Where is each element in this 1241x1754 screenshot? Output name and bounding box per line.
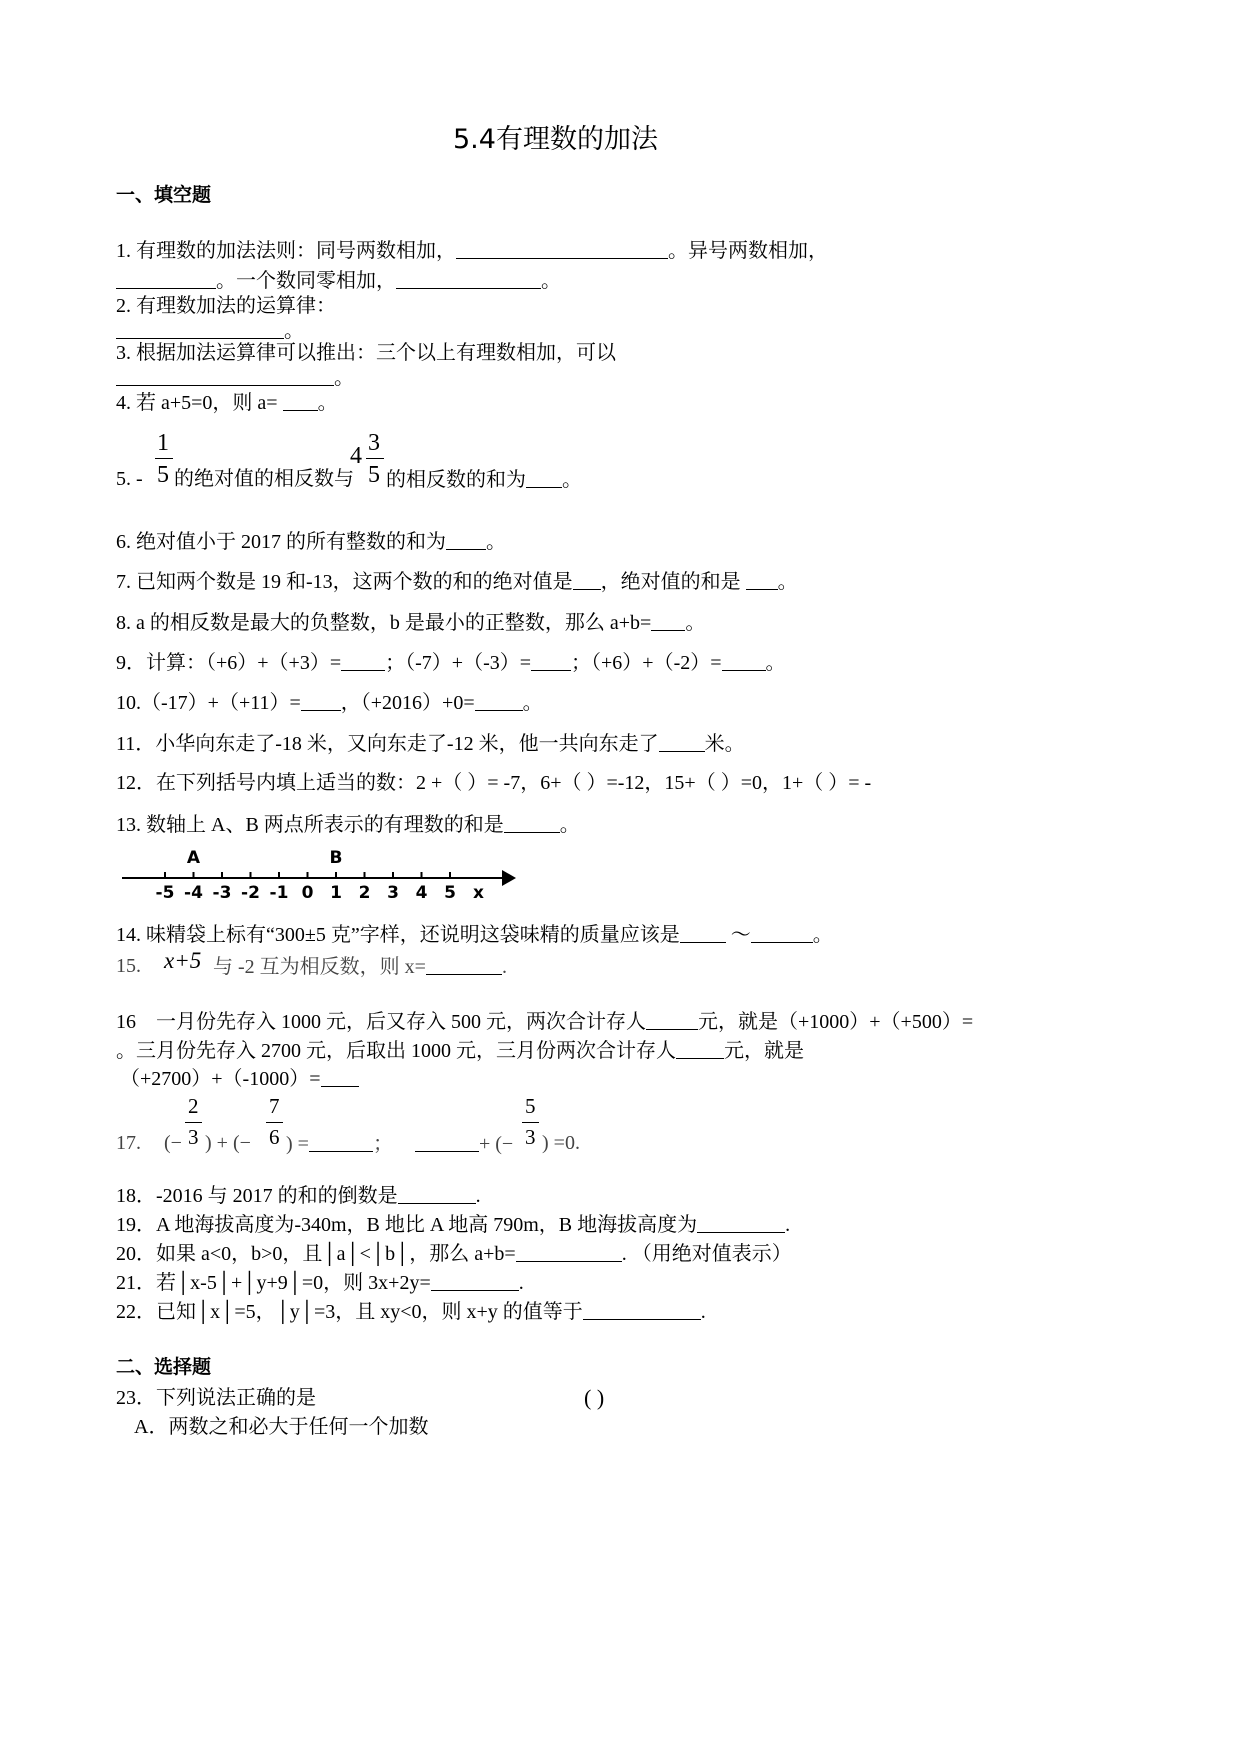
section-heading-multiple-choice: 二、选择题 <box>116 1356 212 1378</box>
fraction-1-bar <box>155 458 173 459</box>
question-1: 1. 有理数的加法法则：同号两数相加， 。异号两数相加， <box>116 240 828 262</box>
question-17-open-1: (− <box>164 1132 182 1154</box>
question-22: 22．已知│x│=5，│y│=3，且 xy<0，则 x+y 的值等于 . <box>116 1301 706 1323</box>
question-16-cont: 。三月份先存入 2700 元，后取出 1000 元，三月份两次合计存人 元，就是 <box>116 1040 804 1062</box>
q17-fraction-3-numerator: 5 <box>525 1094 536 1118</box>
question-20: 20．如果 a<0，b>0，且│a│<│b│，那么 a+b= . （用绝对值表示） <box>116 1243 792 1265</box>
q17-fraction-1-numerator: 2 <box>188 1094 199 1118</box>
number-line-tick-label: 5 <box>444 883 456 902</box>
q17-fraction-1-denominator: 3 <box>188 1125 199 1149</box>
answer-blank[interactable] <box>573 571 601 590</box>
question-3-cont: 。 <box>116 367 354 388</box>
question-10: 10.（-17）+（+11）= ，（+2016）+0= 。 <box>116 692 543 714</box>
answer-blank[interactable] <box>309 1133 373 1152</box>
answer-blank[interactable] <box>396 270 541 289</box>
number-line-tick-label: 0 <box>301 883 314 902</box>
fraction-2-denominator: 5 <box>368 462 380 488</box>
answer-blank[interactable] <box>697 1214 785 1233</box>
question-13: 13. 数轴上 A、B 两点所表示的有理数的和是 。 <box>116 814 580 836</box>
answer-blank[interactable] <box>398 1185 476 1204</box>
number-line-arrow <box>502 870 516 886</box>
answer-blank[interactable] <box>646 1011 698 1030</box>
answer-blank[interactable] <box>531 652 571 671</box>
answer-blank[interactable] <box>722 652 766 671</box>
answer-blank[interactable] <box>504 814 560 833</box>
answer-blank[interactable] <box>415 1133 479 1152</box>
section-heading-fill-in: 一、填空题 <box>116 184 212 206</box>
answer-blank[interactable] <box>516 1243 622 1262</box>
answer-blank[interactable] <box>659 733 705 752</box>
question-8: 8. a 的相反数是最大的负整数，b 是最小的正整数，那么 a+b= 。 <box>116 612 706 634</box>
fraction-2-numerator: 3 <box>368 430 380 456</box>
question-7: 7. 已知两个数是 19 和-13，这两个数的和的绝对值是 ，绝对值的和是 。 <box>116 571 798 593</box>
number-line-tick-label: 4 <box>415 883 428 902</box>
answer-blank[interactable] <box>446 531 486 550</box>
question-15-expression: x+5 <box>164 948 202 973</box>
question-21: 21．若│x-5│+│y+9│=0，则 3x+2y= . <box>116 1272 524 1294</box>
question-14: 14. 味精袋上标有“300±5 克”字样，还说明这袋味精的质量应该是 ～ 。 <box>116 924 833 946</box>
question-9: 9．计算：（+6）+（+3）= ；（-7）+（-3）= ；（+6）+（-2）= 。 <box>116 652 786 674</box>
question-11: 11．小华向东走了-18 米，又向东走了-12 米，他一共向东走了 米。 <box>116 733 745 755</box>
answer-blank[interactable] <box>751 924 813 943</box>
number-line-tick-label: -3 <box>212 883 232 902</box>
question-2-cont: 。 <box>116 320 304 341</box>
fraction-1-numerator: 1 <box>157 430 169 456</box>
answer-blank[interactable] <box>475 692 523 711</box>
question-5-mid: 的绝对值的相反数与 <box>174 468 354 490</box>
number-line-tick-label: 3 <box>387 883 399 902</box>
question-12: 12．在下列括号内填上适当的数：2 +（ ）= -7，6+（ ）=-12，15+（ ）=0，1+（ ）= - <box>116 772 872 794</box>
question-15-text: 与 -2 互为相反数，则 x= . <box>213 956 507 978</box>
question-16-cont-2: （+2700）+（-1000）= <box>120 1068 359 1089</box>
q17-fraction-2-numerator: 7 <box>269 1094 280 1118</box>
number-line-tick-label: -2 <box>241 883 260 902</box>
answer-blank[interactable] <box>283 392 318 411</box>
answer-blank[interactable] <box>746 571 778 590</box>
answer-blank[interactable] <box>431 1272 519 1291</box>
question-15-number: 15. <box>116 955 141 977</box>
answer-blank[interactable] <box>116 320 284 339</box>
number-line-tick-label: -5 <box>155 883 175 902</box>
question-5-tail: 的相反数的和为 。 <box>386 469 582 491</box>
number-line <box>122 846 522 902</box>
question-23: 23．下列说法正确的是 <box>116 1387 316 1409</box>
number-line-tick-label: 1 <box>330 883 342 902</box>
number-line-tick-label: -1 <box>269 883 289 902</box>
answer-blank[interactable] <box>526 469 562 488</box>
question-19: 19．A 地海拔高度为-340m，B 地比 A 地高 790m，B 地海拔高度为 . <box>116 1214 791 1236</box>
question-3: 3. 根据加法运算律可以推出：三个以上有理数相加，可以 <box>116 342 616 364</box>
question-17-mid-1: ) + (− <box>205 1132 251 1154</box>
question-18: 18．-2016 与 2017 的和的倒数是 . <box>116 1185 481 1207</box>
question-17-mid-2: ) = ； + (− <box>286 1133 514 1155</box>
fraction-1-denominator: 5 <box>157 462 169 488</box>
answer-blank[interactable] <box>676 1040 724 1059</box>
answer-blank[interactable] <box>321 1068 359 1087</box>
q17-fraction-3-denominator: 3 <box>525 1125 536 1149</box>
q17-fraction-2-denominator: 6 <box>269 1125 280 1149</box>
question-5-lead: 5. - <box>116 468 143 490</box>
answer-blank[interactable] <box>456 240 668 259</box>
answer-blank[interactable] <box>116 367 334 386</box>
answer-blank[interactable] <box>583 1301 701 1320</box>
answer-blank[interactable] <box>651 612 685 631</box>
number-line-tick-label: x <box>473 883 484 902</box>
answer-blank[interactable] <box>426 956 502 975</box>
number-line-labels <box>156 883 484 902</box>
answer-blank[interactable] <box>680 924 726 943</box>
number-line-tick-label: 2 <box>358 883 371 902</box>
number-line-tick-label: -4 <box>184 883 203 902</box>
answer-blank[interactable] <box>116 270 216 289</box>
question-17-end: ) =0. <box>542 1132 580 1154</box>
q17-fraction-1-bar <box>185 1122 202 1123</box>
question-2: 2. 有理数加法的运算律： <box>116 295 336 317</box>
question-6: 6. 绝对值小于 2017 的所有整数的和为 。 <box>116 531 506 553</box>
page-title: 5.4有理数的加法 <box>453 124 658 155</box>
q17-fraction-2-bar <box>266 1122 283 1123</box>
question-4: 4. 若 a+5=0，则 a= 。 <box>116 392 338 414</box>
number-line-point-a: A <box>186 848 201 868</box>
question-16: 16 一月份先存入 1000 元，后又存入 500 元，两次合计存人 元，就是（+1000）+（+500）= <box>116 1011 974 1033</box>
answer-blank[interactable] <box>301 692 341 711</box>
answer-blank[interactable] <box>341 652 385 671</box>
fraction-2-bar <box>366 458 384 459</box>
number-line-point-b: B <box>329 848 343 868</box>
question-23-option-a[interactable]: A．两数之和必大于任何一个加数 <box>134 1416 429 1438</box>
question-17-number: 17. <box>116 1132 141 1154</box>
mixed-number-whole: 4 <box>350 443 362 469</box>
question-23-answer-paren[interactable]: ( ) <box>584 1385 605 1410</box>
question-1-cont: 。一个数同零相加， 。 <box>116 270 561 291</box>
q17-fraction-3-bar <box>522 1122 539 1123</box>
